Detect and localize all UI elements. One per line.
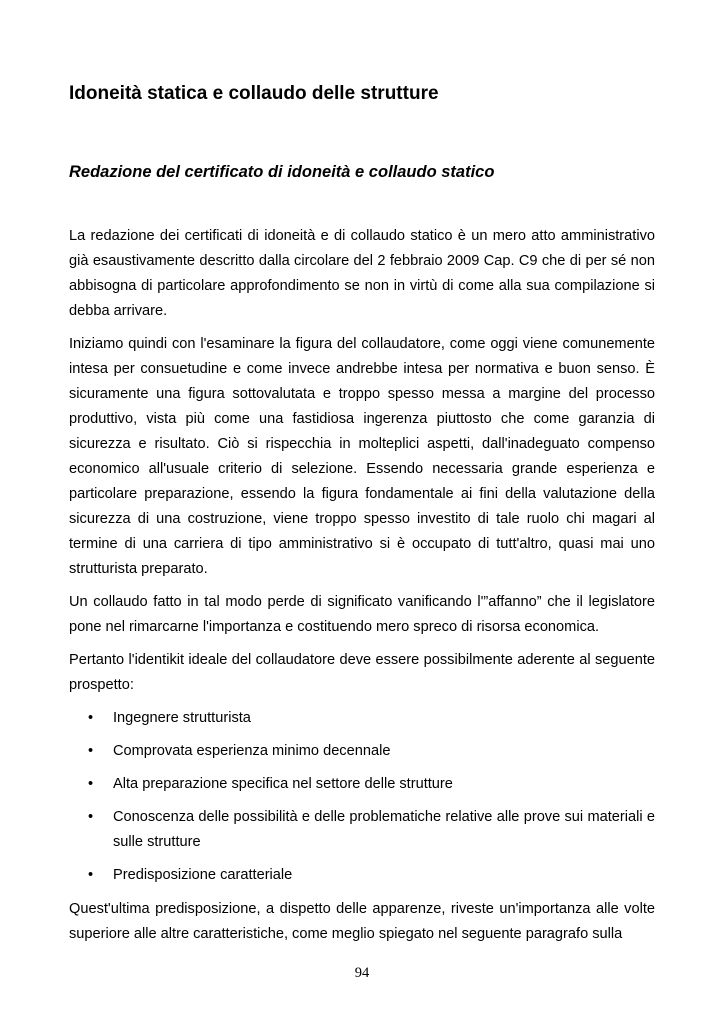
body-text [69,224,655,955]
list-item [69,706,655,731]
bullet-icon: • [88,809,94,825]
list-item [69,863,655,888]
paragraph-collaudatore: Iniziamo quindi con l'esaminare la figura del collaudatore, come oggi viene comunemente intesa per consuetudine e come invece andrebbe intesa per normativa e buon senso. È sicuramente una figura sottovalutata e troppo spesso messa a margine del processo produttivo, vista più come una fastidiosa ingerenza piuttosto che come garanzia di sicurezza e risultato. Ciò si rispecchia in molteplici aspetti, dall'inadeguato compenso economico all'usuale criterio di selezione. Essendo necessaria grande esperienza e particolare preparazione, essendo la figura fondamentale ai fini della valutazione della sicurezza di una costruzione, viene troppo spesso investito di tale ruolo chi magari al termine di una carriera di tipo amministrativo si è occupato di tutt'altro, quasi mai uno strutturista preparato. [69,336,655,577]
bullet-icon: • [88,867,94,883]
list-item-text: Comprovata esperienza minimo decennale [113,743,391,759]
paragraph-identikit: Pertanto l'identikit ideale del collaudatore deve essere possibilmente aderente al seguente prospetto: [69,652,655,693]
bullet-icon: • [88,743,94,759]
paragraph-collaudo: Un collaudo fatto in tal modo perde di significato vanificando l'”affanno” che il legislatore pone nel rimarcarne l'importanza e costituendo mero spreco di risorsa economica. [69,594,655,635]
paragraph-intro: La redazione dei certificati di idoneità e di collaudo statico è un mero atto amministrativo già esaustivamente descritto dalla circolare del 2 febbraio 2009 Cap. C9 che di per sé non abbisogna di particolare approfondimento se non in virtù di come alla sua compilazione si debba arrivare. [69,228,655,319]
list-item-text: Predisposizione caratteriale [113,867,293,883]
paragraph-predisposizione: Quest'ultima predisposizione, a dispetto delle apparenze, riveste un'importanza alle volte superiore alle altre caratteristiche, come meglio spiegato nel seguente paragrafo sulla [69,901,655,942]
page-title: Idoneità statica e collaudo delle strutture [69,83,439,104]
list-item-text: Alta preparazione specifica nel settore delle strutture [113,776,453,792]
section-subtitle: Redazione del certificato di idoneità e collaudo statico [69,163,495,181]
list-item [69,772,655,797]
bullet-icon: • [88,710,94,726]
page-number: 94 [354,965,370,981]
list-item-text: Conoscenza delle possibilità e delle problematiche relative alle prove sui materiali e sulle strutture [113,809,655,850]
list-item [69,805,655,855]
list-item [69,739,655,764]
bullet-icon: • [88,776,94,792]
requirements-list [69,706,655,888]
list-item-text: Ingegnere strutturista [113,710,251,726]
